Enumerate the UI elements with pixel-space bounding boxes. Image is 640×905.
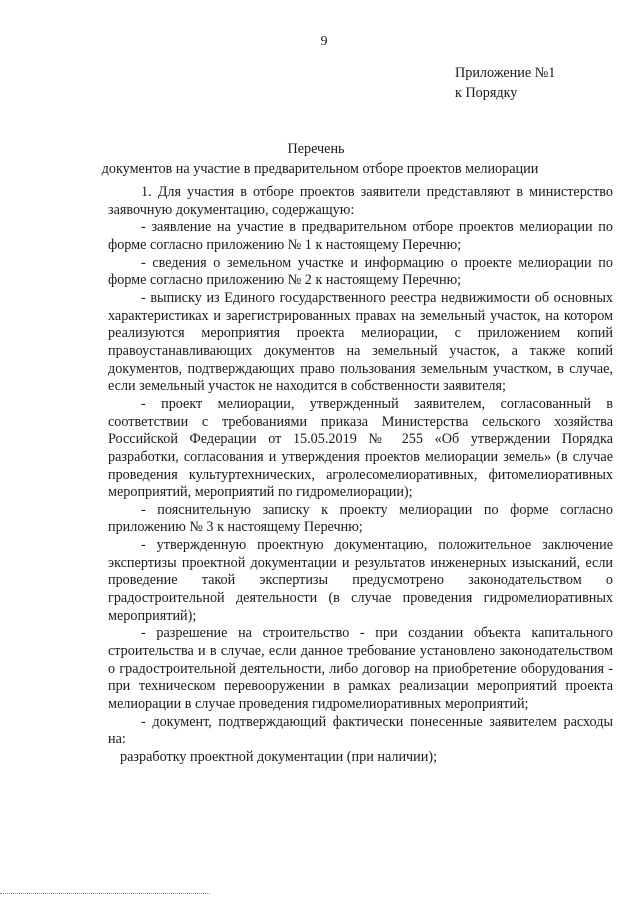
paragraph: - выписку из Единого государственного реестра недвижимости об основных характеристиках и зарегистрированных правах на земельный участок, на котором реализуются мероприятия проекта мелиорации, с приложением копий правоустанавливающих документов на земельный участок, а также копий документов, подтверждающих право пользования земельным участком, в случае, если земельный участок не находится в собственности заявителя;	[108, 289, 613, 395]
appendix-line-1: Приложение №1	[455, 65, 556, 81]
paragraph: 1. Для участия в отборе проектов заявители представляют в министерство заявочную документацию, содержащую:	[108, 184, 613, 218]
scan-edge-artifact	[0, 893, 210, 896]
page-number: 9	[320, 34, 328, 49]
paragraph: - пояснительную записку к проекту мелиорации по форме согласно приложению № 3 к настоящему Перечню;	[108, 501, 613, 536]
paragraph: - разрешение на строительство - при создании объекта капитального строительства и в случае, если данное требование установлено законодательством о градостроительной деятельности, либо договор на приобретение оборудования - при техническом перевооружении в рамках реализации мероприятий проекта мелиорации в случае проведения гидромелиоративных мероприятий;	[108, 625, 613, 713]
paragraph: - документ, подтверждающий фактически понесенные заявителем расходы на:	[108, 713, 613, 748]
appendix-line-2: к Порядку	[455, 85, 518, 101]
paragraph: - утвержденную проектную документацию, положительное заключение экспертизы проектной документации и результатов инженерных изысканий, если проведение такой экспертизы предусмотрено законодательством о градостроительной деятельности (в случае проведения гидромелиоративных мероприятий);	[108, 537, 613, 624]
document-title	[0, 139, 640, 179]
title-line-2: документов на участие в предварительном отборе проектов мелиорации	[101, 161, 539, 177]
paragraph: разработку проектной документации (при наличии);	[120, 749, 438, 765]
document-body	[108, 184, 613, 767]
paragraph: - сведения о земельном участке и информацию о проекте мелиорации по форме согласно приложению № 2 к настоящему Перечню;	[108, 254, 613, 289]
paragraph: - заявление на участие в предварительном отборе проектов мелиорации по форме согласно приложению № 1 к настоящему Перечню;	[108, 219, 613, 253]
title-line-1: Перечень	[287, 141, 345, 157]
paragraph: - проект мелиорации, утвержденный заявителем, согласованный в соответствии с требованиями приказа Министерства сельского хозяйства Российской Федерации от 15.05.2019 № 255 «Об утверждении Порядка разработки, согласования и утверждения проектов мелиорации земель» (в случае проведения культуртехнических, агролесомелиоративных, фитомелиоративных мероприятий, мероприятий по гидромелиорации);	[108, 395, 613, 501]
appendix-reference	[455, 63, 555, 103]
